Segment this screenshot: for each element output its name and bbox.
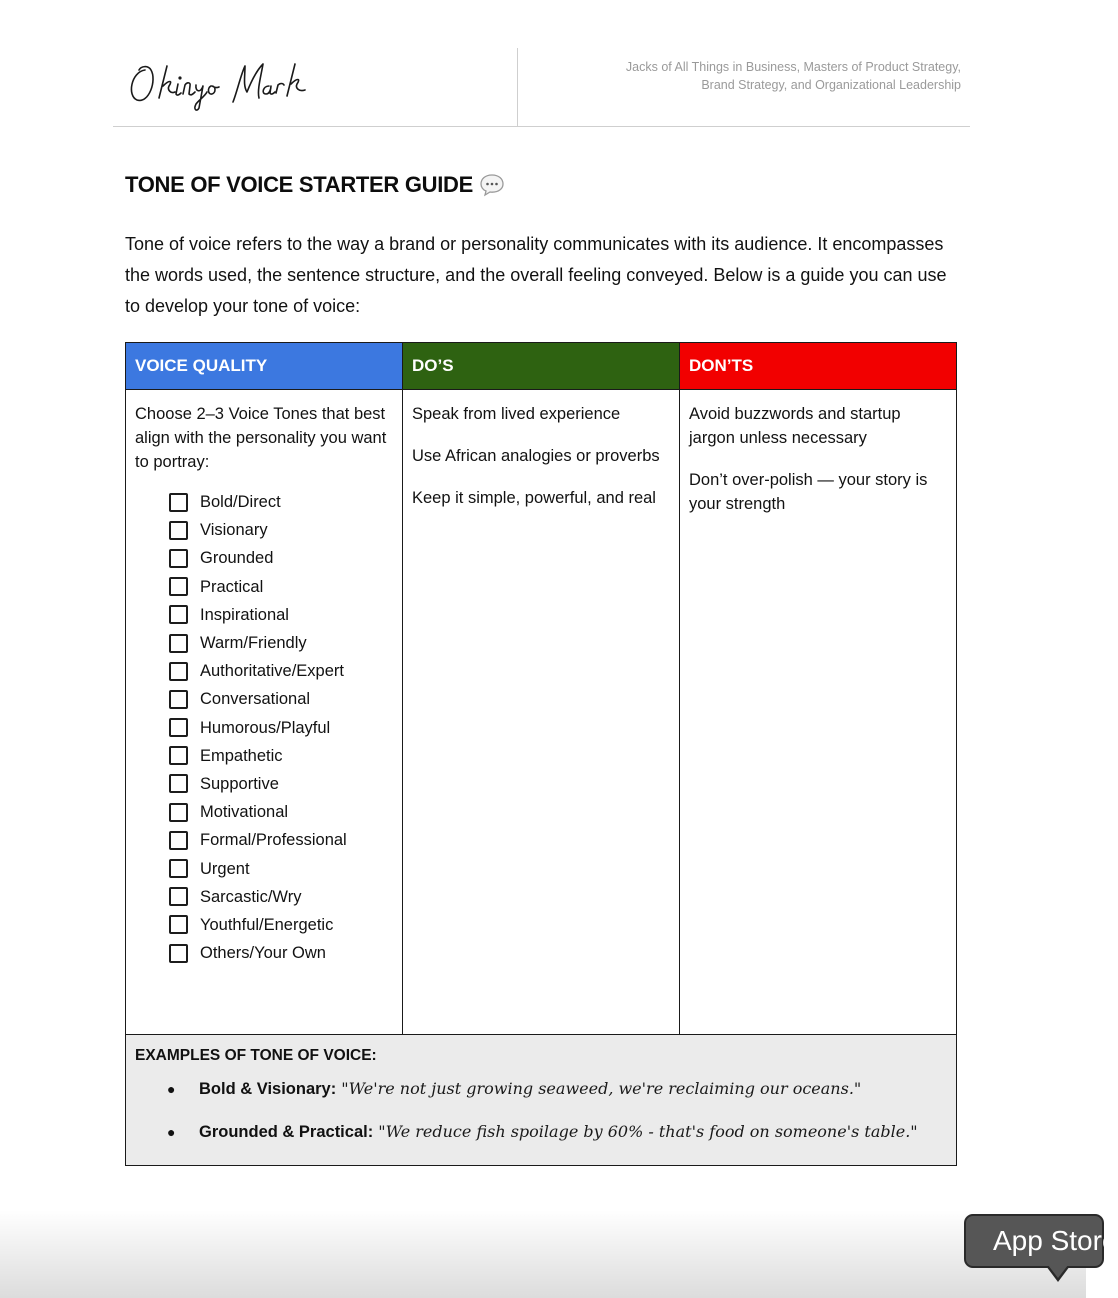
checkbox[interactable]: [169, 944, 188, 963]
dos-item: Speak from lived experience: [412, 405, 621, 423]
checkbox[interactable]: [169, 915, 188, 934]
tone-option[interactable]: [169, 657, 393, 685]
tone-label: Practical: [200, 577, 264, 596]
tone-label: Bold/Direct: [200, 493, 281, 512]
header-divider: [517, 48, 518, 126]
tone-option[interactable]: [169, 883, 393, 911]
donts-cell: [679, 390, 956, 1034]
checkbox[interactable]: [169, 521, 188, 540]
checkbox[interactable]: [169, 662, 188, 681]
dock-tooltip: App Store: [964, 1214, 1104, 1268]
checkbox[interactable]: [169, 577, 188, 596]
tone-label: Others/Your Own: [200, 944, 326, 963]
signature-logo: [123, 52, 313, 112]
tone-option[interactable]: [169, 939, 393, 967]
page-title: [125, 172, 505, 198]
tone-option[interactable]: [169, 573, 393, 601]
tone-option[interactable]: [169, 826, 393, 854]
checkbox[interactable]: [169, 831, 188, 850]
checkbox[interactable]: [169, 634, 188, 653]
voice-quality-intro: Choose 2–3 Voice Tones that best align with the personality you want to portray:: [135, 405, 387, 471]
tone-option[interactable]: [169, 685, 393, 713]
tone-option[interactable]: [169, 488, 393, 516]
tone-label: Sarcastic/Wry: [200, 887, 302, 906]
example-label: Bold & Visionary:: [199, 1080, 337, 1098]
checkbox[interactable]: [169, 774, 188, 793]
example-quote: "We're not just growing seaweed, we're reclaiming our oceans.": [341, 1079, 862, 1098]
tone-guide-table: [125, 342, 957, 1166]
tone-label: Formal/Professional: [200, 831, 347, 850]
tone-option[interactable]: [169, 854, 393, 882]
tone-checklist: [135, 488, 393, 967]
tone-label: Authoritative/Expert: [200, 662, 344, 681]
example-item: [135, 1122, 947, 1165]
checkbox[interactable]: [169, 549, 188, 568]
tone-label: Urgent: [200, 859, 250, 878]
tone-label: Inspirational: [200, 605, 289, 624]
dock-shadow: [0, 1210, 1086, 1298]
tone-option[interactable]: [169, 629, 393, 657]
intro-paragraph: Tone of voice refers to the way a brand or personality communicates with its audience. It encompasses the words used, the sentence structure, and the overall feeling conveyed. Below is a guide you can use to develop your tone of voice:: [125, 234, 947, 316]
page-title-text: TONE OF VOICE STARTER GUIDE: [125, 172, 474, 197]
tone-option[interactable]: [169, 798, 393, 826]
checkbox[interactable]: [169, 493, 188, 512]
tone-option[interactable]: [169, 516, 393, 544]
checkbox[interactable]: [169, 746, 188, 765]
checkbox[interactable]: [169, 690, 188, 709]
tone-label: Supportive: [200, 774, 279, 793]
header-donts: DON’TS: [679, 343, 956, 389]
tone-label: Empathetic: [200, 746, 283, 765]
tone-label: Humorous/Playful: [200, 718, 331, 737]
header-tagline: [541, 58, 961, 94]
donts-item: Don’t over-polish — your story is your strength: [689, 471, 928, 513]
donts-item: Avoid buzzwords and startup jargon unless necessary: [689, 405, 901, 447]
example-label: Grounded & Practical:: [199, 1123, 374, 1141]
tone-option[interactable]: [169, 601, 393, 629]
checkbox[interactable]: [169, 859, 188, 878]
checkbox[interactable]: [169, 803, 188, 822]
examples-list: [135, 1079, 947, 1165]
bullet-icon: ●: [167, 1124, 176, 1140]
dos-item: Keep it simple, powerful, and real: [412, 489, 656, 507]
examples-title: EXAMPLES OF TONE OF VOICE:: [135, 1047, 377, 1064]
examples-section: [126, 1035, 956, 1165]
tagline-line-1: Jacks of All Things in Business, Masters of Product Strategy,: [625, 60, 961, 74]
tone-label: Warm/Friendly: [200, 634, 307, 653]
tagline-line-2: Brand Strategy, and Organizational Leadership: [701, 78, 961, 92]
tone-label: Grounded: [200, 549, 274, 568]
tone-label: Motivational: [200, 803, 289, 822]
tone-option[interactable]: [169, 742, 393, 770]
table-body-row: [126, 390, 956, 1035]
tone-option[interactable]: [169, 714, 393, 742]
header-dos: DO’S: [402, 343, 679, 389]
tone-label: Visionary: [200, 521, 268, 540]
tone-option[interactable]: [169, 770, 393, 798]
header-voice-quality: VOICE QUALITY: [126, 343, 402, 389]
bullet-icon: ●: [167, 1081, 176, 1097]
checkbox[interactable]: [169, 887, 188, 906]
page-header: [113, 46, 970, 127]
example-quote: "We reduce fish spoilage by 60% - that's food on someone's table.": [378, 1122, 918, 1141]
tone-option[interactable]: [169, 911, 393, 939]
voice-quality-cell: [126, 390, 402, 1034]
tone-option[interactable]: [169, 544, 393, 572]
speech-bubble-icon: [479, 173, 505, 197]
checkbox[interactable]: [169, 718, 188, 737]
example-item: [135, 1079, 947, 1122]
tone-label: Youthful/Energetic: [200, 915, 334, 934]
tone-label: Conversational: [200, 690, 311, 709]
dos-cell: [402, 390, 679, 1034]
table-header-row: [126, 343, 956, 390]
checkbox[interactable]: [169, 605, 188, 624]
tooltip-tail-fill: [1048, 1265, 1068, 1278]
dos-item: Use African analogies or proverbs: [412, 447, 660, 465]
